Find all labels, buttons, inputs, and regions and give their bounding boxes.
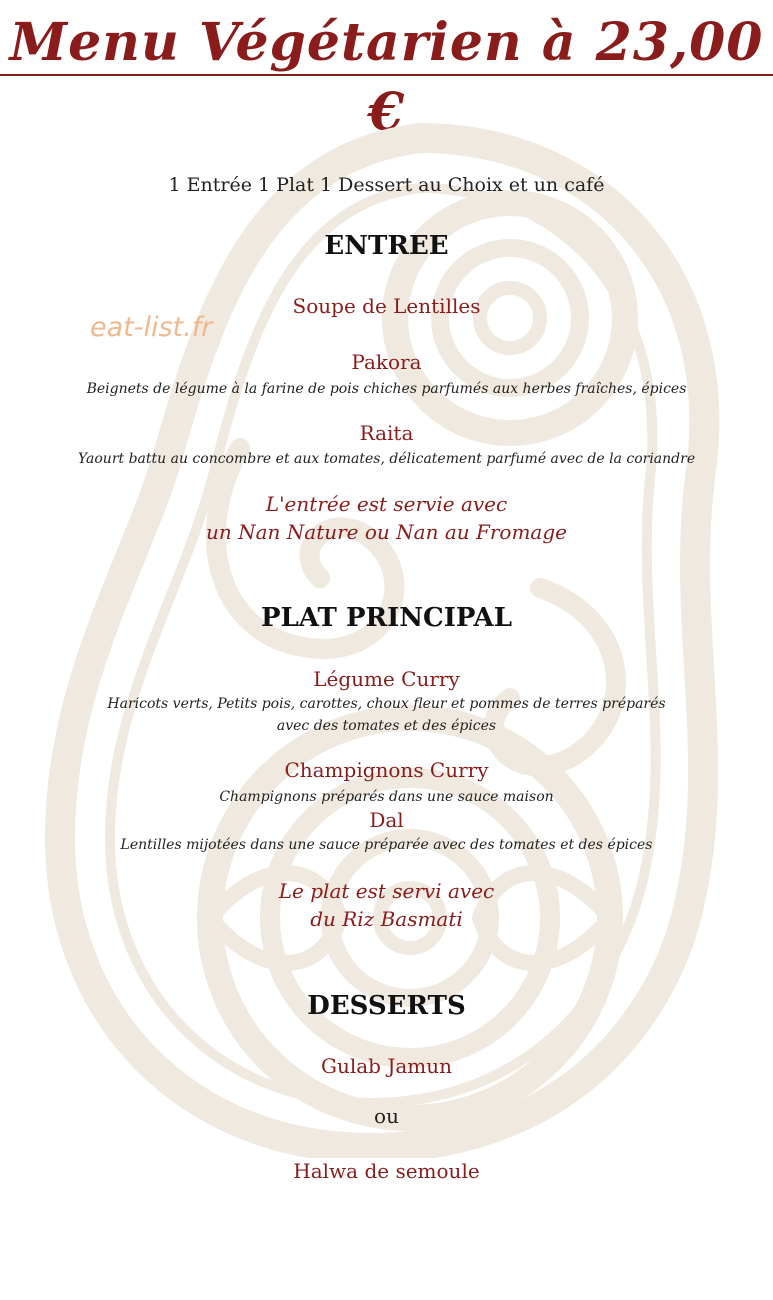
plat-note-line-1: Le plat est servi avec <box>278 879 495 903</box>
section-heading-entree: ENTREE <box>324 231 449 261</box>
entree-note-line-2: un Nan Nature ou Nan au Fromage <box>206 520 567 544</box>
dish-raita-description: Yaourt battu au concombre et aux tomates, délicatement parfumé avec de la coriandre <box>77 451 696 467</box>
dish-gulab-jamun: Gulab Jamun <box>320 1054 452 1078</box>
dish-legume-curry-description-line-1: Haricots verts, Petits pois, carottes, choux fleur et pommes de terres préparés <box>107 696 666 712</box>
watermark-text: eat-list.fr <box>90 312 213 343</box>
dessert-separator-ou: ou <box>374 1104 399 1128</box>
title-divider <box>0 74 773 76</box>
section-heading-desserts: DESSERTS <box>307 991 466 1021</box>
dish-raita: Raita <box>359 421 414 445</box>
dish-pakora-description: Beignets de légume à la farine de pois chiches parfumés aux herbes fraîches, épices <box>86 381 687 397</box>
dish-champignons-curry: Champignons Curry <box>284 758 489 782</box>
dish-dal-description: Lentilles mijotées dans une sauce préparée avec des tomates et des épices <box>120 837 653 853</box>
dish-pakora: Pakora <box>351 350 422 374</box>
dish-champignons-curry-description: Champignons préparés dans une sauce maison <box>219 789 554 805</box>
entree-note-line-1: L'entrée est servie avec <box>265 492 508 516</box>
section-heading-plat-principal: PLAT PRINCIPAL <box>260 603 513 633</box>
dish-legume-curry: Légume Curry <box>313 667 460 691</box>
dish-legume-curry-description-line-2: avec des tomates et des épices <box>276 718 497 734</box>
menu-intro: 1 Entrée 1 Plat 1 Dessert au Choix et un café <box>168 174 605 196</box>
menu-title: Menu Végétarien à 23,00 € <box>9 12 764 143</box>
dish-dal: Dal <box>369 808 404 832</box>
dish-soupe-de-lentilles: Soupe de Lentilles <box>292 294 481 318</box>
plat-note-line-2: du Riz Basmati <box>310 907 463 931</box>
dish-halwa-de-semoule: Halwa de semoule <box>293 1159 480 1183</box>
